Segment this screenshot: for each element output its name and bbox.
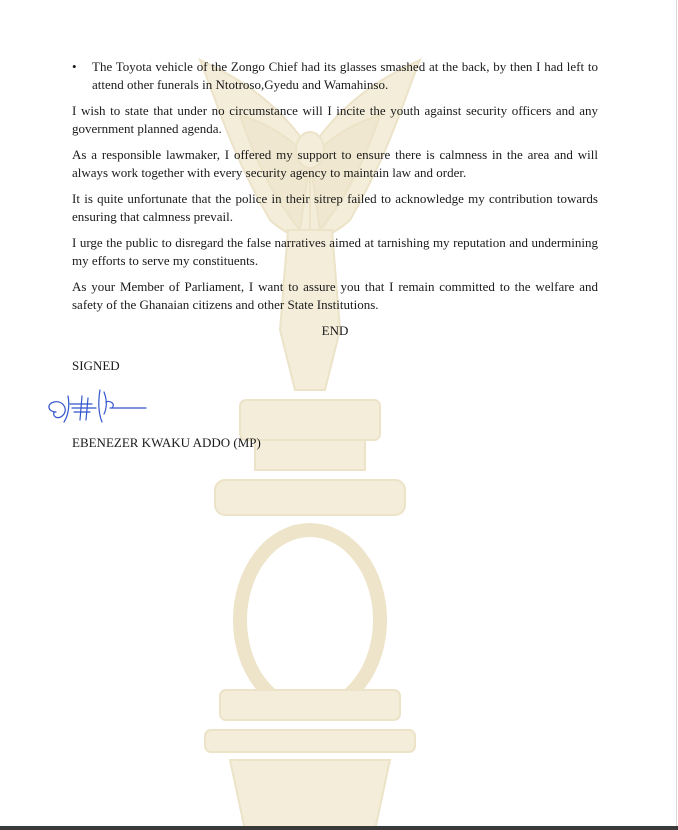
- bullet-list: [72, 58, 598, 93]
- bullet-text: The Toyota vehicle of the Zongo Chief had its glasses smashed at the back, by then I had left to attend other funerals in Ntotroso,Gyedu and Wamahinso.: [92, 59, 598, 92]
- signatory-name: EBENEZER KWAKU ADDO (MP): [72, 435, 261, 450]
- bullet-icon: •: [72, 59, 77, 74]
- letter-body: [72, 58, 598, 452]
- page-bottom-edge: [0, 826, 678, 830]
- list-item: [72, 58, 598, 93]
- paragraph: As your Member of Parliament, I want to assure you that I remain committed to the welfare and safety of the Ghanaian citizens and other State Institutions.: [72, 279, 598, 312]
- signature-icon: [46, 382, 166, 426]
- signed-label: SIGNED: [72, 357, 120, 373]
- paragraph: I urge the public to disregard the false narratives aimed at tarnishing my reputation and undermining my efforts to serve my constituents.: [72, 235, 598, 268]
- paragraph: I wish to state that under no circumstance will I incite the youth against security officers and any government planned agenda.: [72, 103, 598, 136]
- paragraph: As a responsible lawmaker, I offered my support to ensure there is calmness in the area and will always work together with every security agency to maintain law and order.: [72, 147, 598, 180]
- paragraph: It is quite unfortunate that the police in their sitrep failed to acknowledge my contribution towards ensuring that calmness prevail.: [72, 191, 598, 224]
- end-marker: END: [321, 323, 349, 338]
